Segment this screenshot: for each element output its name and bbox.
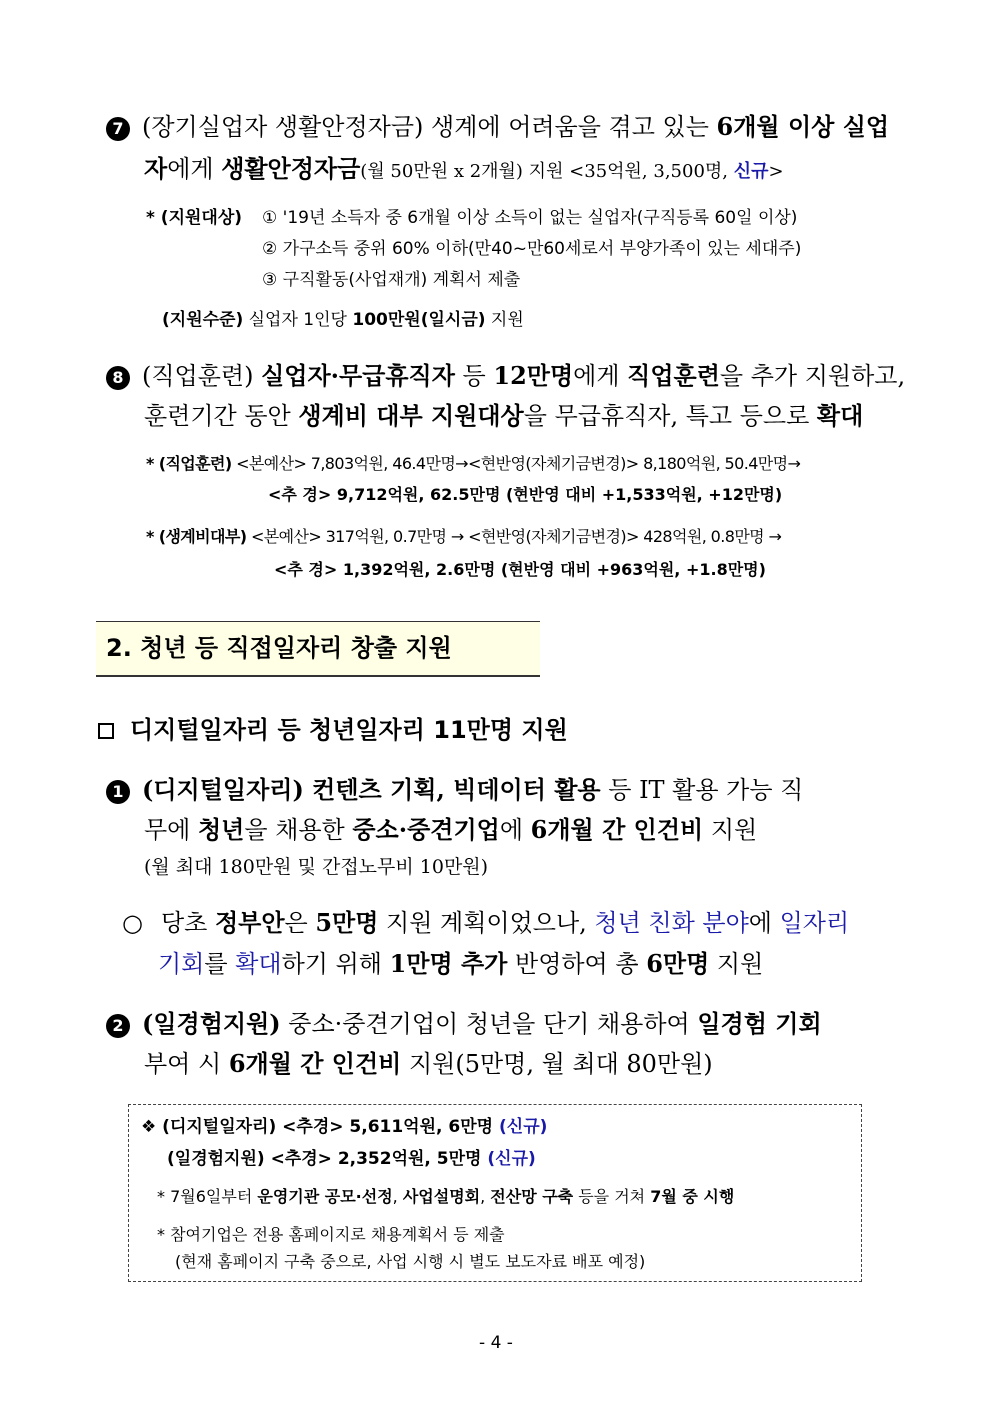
item8-line1: 8 (직업훈련) 실업자·무급휴직자 등 12만명에게 직업훈련을 추가 지원하고, bbox=[106, 357, 905, 395]
item7-line1: 7 (장기실업자 생활안정자금) 생계에 어려움을 겪고 있는 6개월 이상 실업 bbox=[106, 108, 889, 146]
diamond-bullet-icon: ❖ bbox=[141, 1117, 157, 1137]
note-row-4: * 참여기업은 전용 홈페이지로 채용계획서 등 제출 bbox=[157, 1225, 505, 1244]
item1-line3: (월 최대 180만원 및 간접노무비 10만원) bbox=[144, 856, 489, 878]
note-row-2: (일경험지원) <추경> 2,352억원, 5만명 (신규) bbox=[167, 1149, 536, 1169]
circled-number-2-icon: 2 bbox=[106, 1014, 130, 1038]
item7-target-1: ① '19년 소득자 중 6개월 이상 소득이 없는 실업자(구직등록 60일 이상) bbox=[262, 208, 798, 228]
section-title-box bbox=[96, 621, 540, 677]
item8-note2-line1: * (생계비대부) <본예산> 317억원, 0.7만명 → <현반영(자체기금변경)> 428억원, 0.8만명 → bbox=[146, 527, 782, 546]
item8-note1-line1: * (직업훈련) <본예산> 7,803억원, 46.4만명→<현반영(자체기금변경)> 8,180억원, 50.4만명→ bbox=[146, 454, 801, 473]
item8-note2-line2: <추 경> 1,392억원, 2.6만명 (현반영 대비 +963억원, +1.8만명) bbox=[274, 560, 766, 579]
circled-number-7-icon: 7 bbox=[106, 117, 130, 141]
note-row-5: (현재 홈페이지 구축 중으로, 사업 시행 시 별도 보도자료 배포 예정) bbox=[175, 1252, 646, 1271]
note-row-3: * 7월6일부터 운영기관 공모·선정, 사업설명회, 전산망 구축 등을 거쳐 7월 중 시행 bbox=[157, 1187, 735, 1206]
item1-line1: 1 (디지털일자리) 컨텐츠 기획, 빅데이터 활용 등 IT 활용 가능 직 bbox=[106, 771, 803, 809]
circled-number-8-icon: 8 bbox=[106, 366, 130, 390]
item1-line2: 무에 청년을 채용한 중소·중견기업에 6개월 간 인건비 지원 bbox=[144, 815, 758, 844]
item7-level: (지원수준) 실업자 1인당 100만원(일시금) 지원 bbox=[162, 310, 524, 330]
section-title: 2. 청년 등 직접일자리 창출 지원 bbox=[106, 634, 452, 662]
item7-target-3: ③ 구직활동(사업재개) 계획서 제출 bbox=[262, 270, 521, 290]
item2-line2: 부여 시 6개월 간 인건비 지원(5만명, 월 최대 80만원) bbox=[144, 1049, 713, 1078]
circled-number-1-icon: 1 bbox=[106, 780, 130, 804]
checkbox-square-icon bbox=[98, 723, 114, 739]
item1-bullet-line1: ○ 당초 정부안은 5만명 지원 계획이었으나, 청년 친화 분야에 일자리 bbox=[122, 908, 850, 937]
item8-note1-line2: <추 경> 9,712억원, 62.5만명 (현반영 대비 +1,533억원, +12만명) bbox=[268, 485, 783, 504]
item1-bullet-line2: 기회를 확대하기 위해 1만명 추가 반영하여 총 6만명 지원 bbox=[158, 949, 764, 978]
page-number: - 4 - bbox=[479, 1333, 513, 1353]
item2-line1: 2 (일경험지원) 중소·중견기업이 청년을 단기 채용하여 일경험 기회 bbox=[106, 1005, 822, 1043]
item8-line2: 훈련기간 동안 생계비 대부 지원대상을 무급휴직자, 특고 등으로 확대 bbox=[144, 401, 864, 430]
item7-target-label: * (지원대상) bbox=[146, 208, 243, 228]
circle-bullet-icon: ○ bbox=[122, 909, 143, 937]
note-row-1: ❖ (디지털일자리) <추경> 5,611억원, 6만명 (신규) bbox=[141, 1117, 548, 1137]
item7-line2: 자에게 생활안정자금(월 50만원 x 2개월) 지원 <35억원, 3,500명, 신규> bbox=[144, 154, 784, 183]
item7-target-2: ② 가구소득 중위 60% 이하(만40~만60세로서 부양가족이 있는 세대주) bbox=[262, 239, 802, 259]
summary-note-box bbox=[128, 1104, 862, 1282]
subsection-heading: 디지털일자리 등 청년일자리 11만명 지원 bbox=[98, 712, 568, 748]
